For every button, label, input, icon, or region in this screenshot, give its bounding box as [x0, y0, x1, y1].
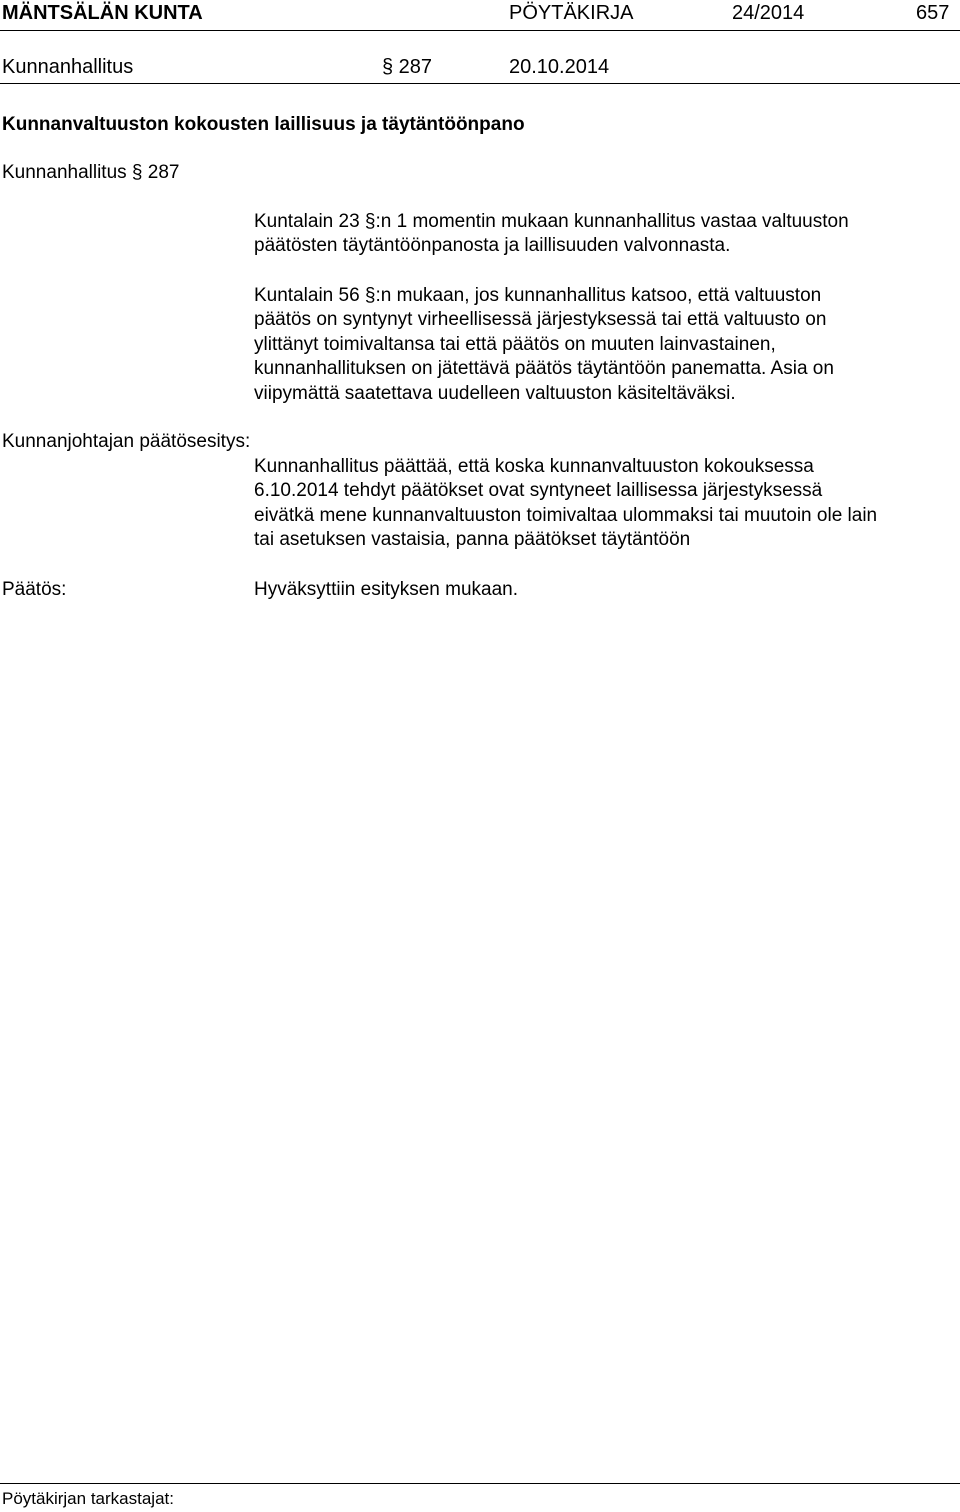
paragraph-line: päätösten täytäntöönpanosta ja laillisuuden valvonnasta. — [254, 235, 731, 257]
footer-divider — [0, 1483, 960, 1484]
decision-text: Hyväksyttiin esityksen mukaan. — [254, 579, 518, 600]
proposal-label: Kunnanjohtajan päätösesitys: — [2, 431, 251, 452]
proposal-line: tai asetuksen vastaisia, panna päätökset täytäntöön — [254, 529, 691, 551]
decision-label: Päätös: — [2, 579, 67, 600]
item-title: Kunnanvaltuuston kokousten laillisuus ja täytäntöönpano — [2, 114, 525, 135]
meeting-date: 20.10.2014 — [509, 56, 610, 78]
section-reference: Kunnanhallitus § 287 — [2, 162, 180, 183]
paragraph-kuntalaki-56 — [254, 284, 954, 406]
proposal-line: eivätkä mene kunnanvaltuuston toimivaltaa ulommaksi tai muutoin ole lain — [254, 504, 878, 526]
organization-name: MÄNTSÄLÄN KUNTA — [2, 2, 203, 24]
paragraph-line: Kuntalain 56 §:n mukaan, jos kunnanhallitus katsoo, että valtuuston — [254, 285, 822, 306]
paragraph-kuntalaki-23 — [254, 210, 954, 259]
meeting-body: Kunnanhallitus — [2, 56, 134, 78]
page-number: 657 — [916, 2, 950, 24]
proposal-line: 6.10.2014 tehdyt päätökset ovat syntyneet laillisessa järjestyksessä — [254, 480, 823, 502]
paragraph-line: viipymättä saatettava uudelleen valtuuston käsiteltäväksi. — [254, 382, 736, 404]
section-number: § 287 — [382, 56, 433, 78]
document-number: 24/2014 — [732, 2, 805, 24]
paragraph-line: kunnanhallituksen on jätettävä päätös täytäntöön panematta. Asia on — [254, 358, 834, 380]
proposal-line: Kunnanhallitus päättää, että koska kunnanvaltuuston kokouksessa — [254, 456, 814, 477]
document-type: PÖYTÄKIRJA — [509, 2, 634, 24]
paragraph-line: Kuntalain 23 §:n 1 momentin mukaan kunnanhallitus vastaa valtuuston — [254, 211, 849, 232]
header-divider-top — [0, 30, 960, 31]
footer-reviewers-label: Pöytäkirjan tarkastajat: — [2, 1489, 174, 1508]
header-divider-bottom — [0, 83, 960, 84]
paragraph-line: ylittänyt toimivaltansa tai että päätös on muuten lainvastainen, — [254, 333, 776, 355]
paragraph-line: päätös on syntynyt virheellisessä järjestyksessä tai että valtuusto on — [254, 309, 827, 331]
proposal-text — [254, 455, 954, 553]
